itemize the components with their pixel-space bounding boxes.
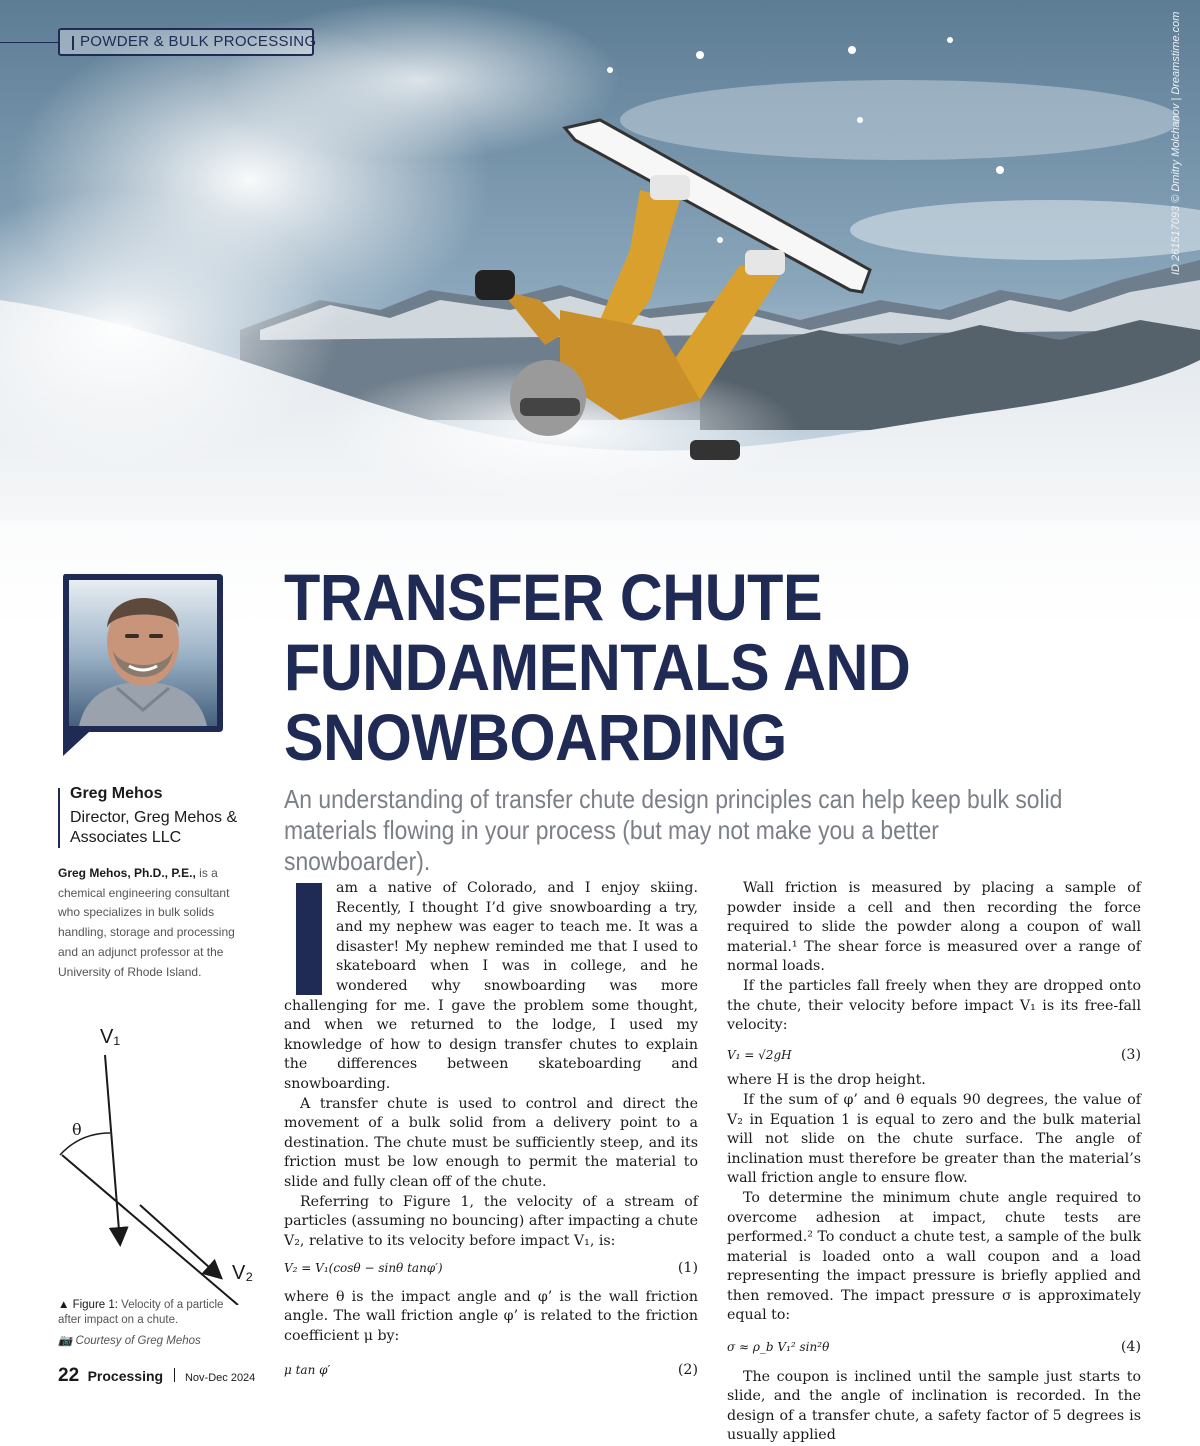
v2-label: V₂ bbox=[232, 1262, 254, 1284]
hero-photo bbox=[0, 0, 1200, 640]
body-paragraph: am a native of Colorado, and I enjoy skiing. Recently, I thought I’d give snowboarding a try, and my nephew was eager to teach me. It was a disaster! My nephew reminded me that I used to skateboard when I was in college, and he wondered why snowboarding was more challenging for me. I gave the problem some thought, and when we returned to the lodge, I used my knowledge of how to design transfer chutes to explain the differences between skateboarding and snowboarding. bbox=[284, 880, 698, 1092]
author-bio-name: Greg Mehos, Ph.D., P.E., bbox=[58, 866, 196, 880]
theta-arc bbox=[60, 1133, 110, 1155]
page-footer bbox=[58, 1365, 255, 1387]
equation-3-number: (3) bbox=[1120, 1046, 1141, 1063]
equation-4-number: (4) bbox=[1120, 1339, 1141, 1356]
equation-2 bbox=[284, 1361, 698, 1381]
body-column-2 bbox=[727, 879, 1141, 1446]
v2-arrow bbox=[140, 1205, 220, 1277]
author-bio bbox=[58, 864, 238, 982]
equation-4 bbox=[727, 1338, 1141, 1358]
theta-label: θ bbox=[72, 1120, 82, 1139]
equation-2-formula: μ tan φ′ bbox=[284, 1362, 331, 1377]
body-paragraph: A transfer chute is used to control and direct the movement of a bulk solid from a delivery point to a destination. The chute must be sufficiently steep, and its friction must be low enough to permit the material to slide and fully clean off of the chute. bbox=[284, 1095, 698, 1190]
article-headline: TRANSFER CHUTE FUNDAMENTALS AND SNOWBOARDING bbox=[284, 560, 911, 774]
body-column-1 bbox=[284, 879, 698, 1389]
article-deck: An understanding of transfer chute design principles can help keep bulk solid materials flowing in your process (but may not make you a better snowboarder). bbox=[284, 784, 1063, 876]
author-name: Greg Mehos bbox=[70, 785, 163, 802]
equation-1-formula: V₂ = V₁(cosθ − sinθ tanφ′) bbox=[284, 1261, 443, 1276]
equation-4-formula: σ ≈ ρ_b V₁² sin²θ bbox=[727, 1340, 830, 1355]
section-tag-bar bbox=[72, 36, 74, 50]
figure-1-caption-text: Velocity of a particle after impact on a chute. bbox=[58, 1299, 224, 1326]
magazine-name: Processing bbox=[87, 1368, 164, 1384]
body-paragraph: Wall friction is measured by placing a sample of powder inside a cell and then recording the force required to slide the powder along a coupon of wall material.¹ The shear force is measured over a range of normal loads. bbox=[727, 880, 1141, 975]
equation-1 bbox=[284, 1259, 698, 1279]
section-tag-rule bbox=[0, 42, 58, 43]
section-tag bbox=[58, 28, 317, 56]
author-portrait bbox=[57, 570, 227, 760]
author-bio-text: is a chemical engineering consultant who specializes in bulk solids handling, storage and processing and an adjunct professor at the University of Rhode Island. bbox=[58, 866, 235, 979]
equation-3-formula: V₁ = √2gH bbox=[727, 1047, 792, 1062]
figure-1-caption-label: ▲ Figure 1: bbox=[58, 1299, 118, 1311]
body-paragraph: where θ is the impact angle and φ’ is the wall friction angle. The wall friction angle φ’ is related to the friction coefficient μ by: bbox=[284, 1288, 698, 1345]
equation-2-number: (2) bbox=[677, 1361, 698, 1378]
figure-1-diagram bbox=[50, 1015, 265, 1305]
author-title: Director, Greg Mehos & Associates LLC bbox=[70, 809, 238, 846]
body-paragraph: If the sum of φ’ and θ equals 90 degrees, the value of V₂ in Equation 1 is equal to zero and the bulk material will not slide on the chute surface. The angle of inclination must therefore be greater than the material’s wall friction angle to ensure flow. bbox=[727, 1091, 1141, 1187]
v1-label: V₁ bbox=[100, 1026, 121, 1048]
figure-1-caption bbox=[58, 1298, 238, 1328]
body-paragraph: To determine the minimum chute angle required to overcome adhesion at impact, chute tests are performed.² To conduct a chute test, a sample of the bulk material is loaded onto a wall coupon and a load representing the impact pressure is briefly applied and then removed. The impact pressure σ is approximately equal to: bbox=[727, 1189, 1141, 1324]
figure-1-credit: 📷 Courtesy of Greg Mehos bbox=[58, 1335, 201, 1347]
equation-3 bbox=[727, 1046, 1141, 1066]
issue-date: Nov-Dec 2024 bbox=[184, 1372, 256, 1384]
footer-separator bbox=[174, 1368, 175, 1382]
photo-credit: ID 261517093 © Dmitry Molchanov | Dreamstime.com bbox=[1170, 11, 1182, 275]
v1-arrow bbox=[105, 1055, 120, 1243]
author-rule bbox=[58, 788, 60, 848]
chute-surface bbox=[62, 1155, 238, 1305]
body-paragraph: The coupon is inclined until the sample just starts to slide, and the angle of inclination is recorded. In the design of a transfer chute, a safety factor of 5 degrees is usually applied bbox=[727, 1368, 1141, 1444]
body-paragraph: Referring to Figure 1, the velocity of a stream of particles (assuming no bouncing) after impacting a chute V₂, relative to its velocity before impact V₁, is: bbox=[284, 1193, 698, 1249]
equation-1-number: (1) bbox=[677, 1260, 698, 1277]
body-paragraph: where H is the drop height. bbox=[727, 1072, 926, 1089]
body-paragraph: If the particles fall freely when they are dropped onto the chute, their velocity before impact V₁ is its free-fall velocity: bbox=[727, 977, 1141, 1034]
dropcap bbox=[296, 883, 322, 995]
page-number: 22 bbox=[58, 1365, 80, 1386]
section-tag-label: POWDER & BULK PROCESSING bbox=[80, 33, 317, 50]
